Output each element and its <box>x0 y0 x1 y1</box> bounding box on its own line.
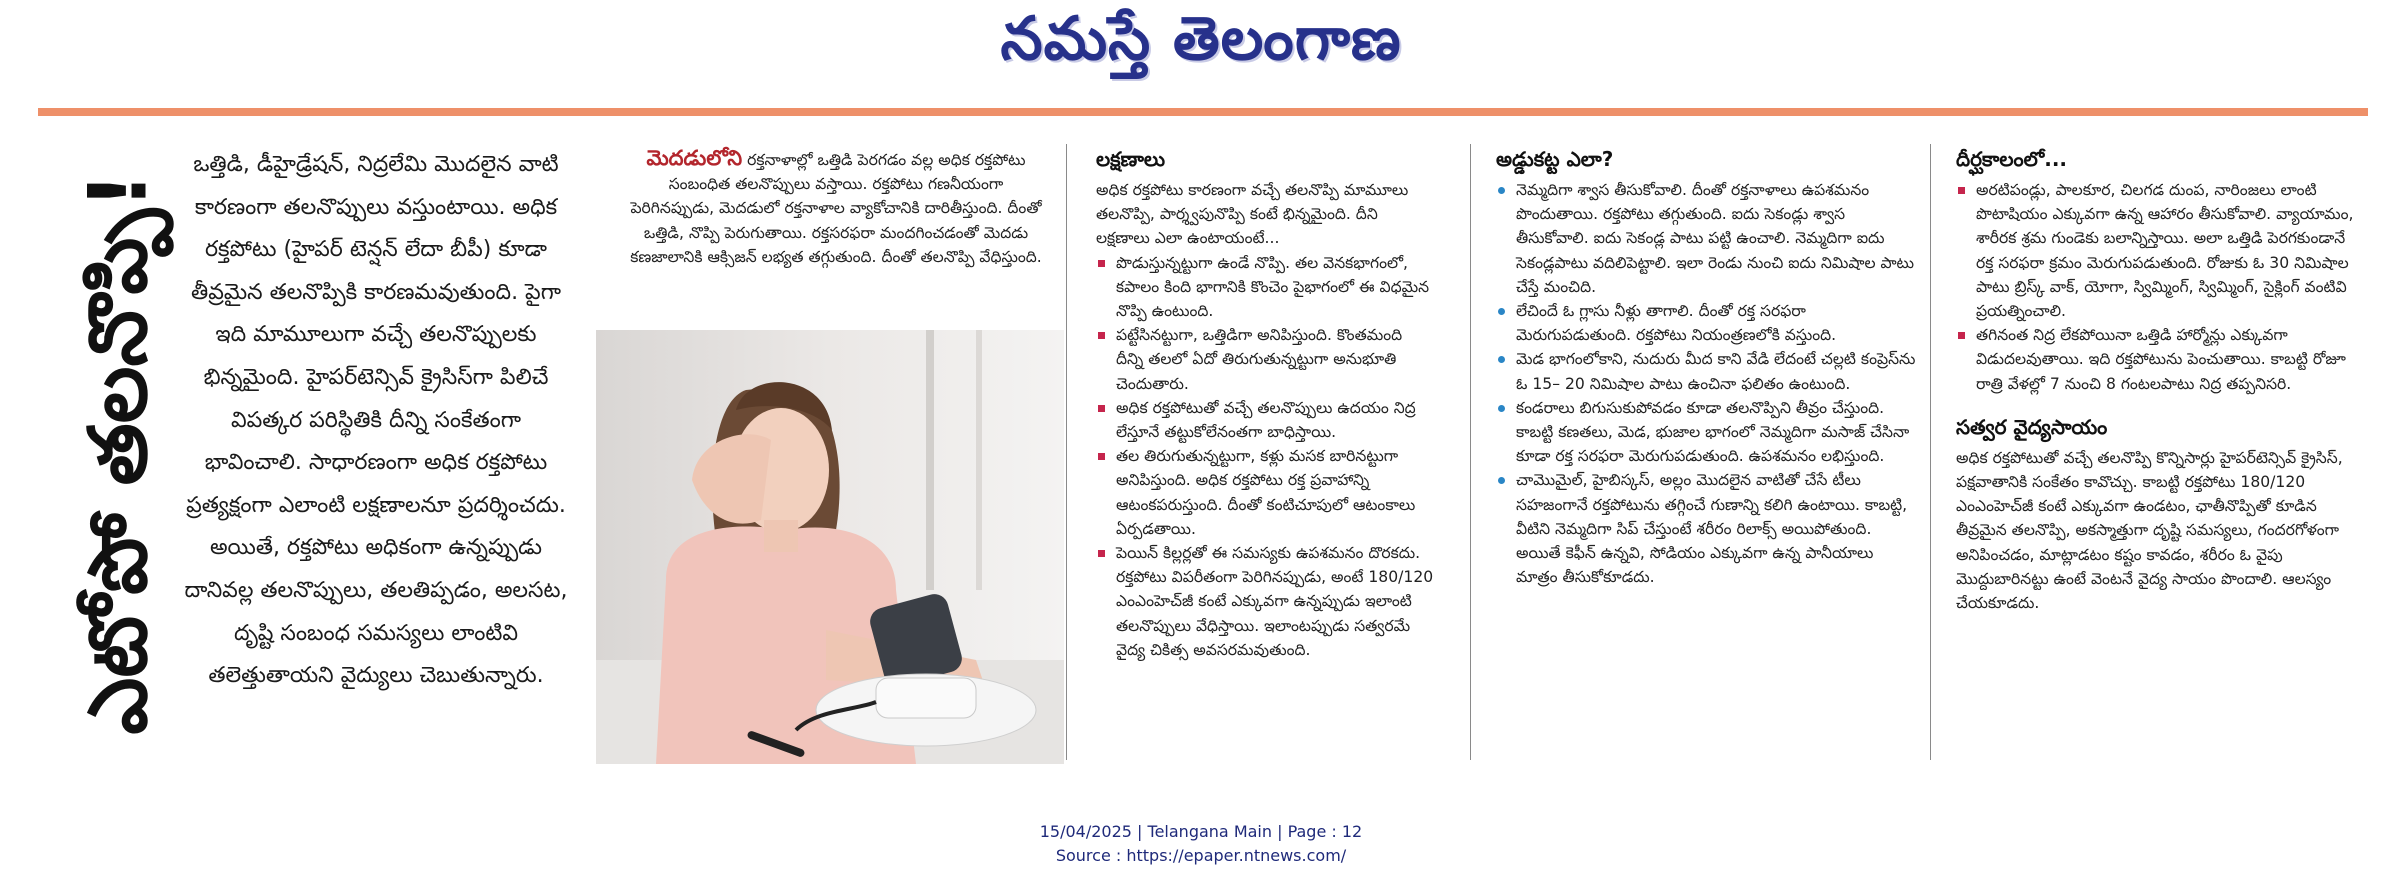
prevention-column <box>1496 144 1916 589</box>
woman-headache-icon <box>596 330 1064 764</box>
urgent-care-text: అధిక రక్తపోటుతో వచ్చే తలనొప్పి కొన్నిసార్లు హైపర్‌టెన్సివ్ క్రైసిస్, పక్షవాతానికి సంకేతం కావొచ్చు. కాబట్టి రక్తపోటు 180/120 ఎంఎంహెచ్‌జీ కంటే ఎక్కువగా ఉండటం, ఛాతీనొప్పితో కూడిన తీవ్రమైన తలనొప్పి, అకస్మాత్తుగా దృష్టి సమస్యలు, గందరగోళంగా అనిపించడం, మాట్లాడటం కష్టం కావడం, శరీరం ఓ వైపు మొద్దుబారినట్టు ఉంటే వెంటనే వైద్య సాయం పొందాలి. ఆలస్యం చేయకూడదు. <box>1956 448 2343 613</box>
column-divider <box>1470 144 1471 760</box>
list-item: చామొమైల్, హైబిస్కస్, అల్లం మొదలైన వాటితో చేసే టీలు సహజంగానే రక్తపోటును తగ్గించే గుణాన్ని కలిగి ఉంటాయి. కాబట్టి, వీటిని నెమ్మదిగా సిప్ చేస్తుంటే శరీరం రిలాక్స్ అయిపోతుంది. అయితే కెఫీన్ ఉన్నవి, సోడియం ఎక్కువగా ఉన్న పానీయాలు మాత్రం తీసుకోకూడదు. <box>1496 468 1916 589</box>
list-item: మెడ భాగంలోకాని, నుదురు మీద కాని వేడి లేదంటే చల్లటి కంప్రెస్‌ను ఓ 15– 20 నిమిషాల పాటు ఉంచినా ఫలితం ఉంటుంది. <box>1496 347 1916 395</box>
symptoms-column <box>1096 144 1434 662</box>
prevention-heading: అడ్డుకట్ట ఎలా? <box>1496 147 1614 171</box>
urgent-care-heading: సత్వర వైద్యసాయం <box>1956 414 2108 439</box>
symptoms-intro: అధిక రక్తపోటు కారణంగా వచ్చే తలనొప్పి మామూలు తలనొప్పి, పార్శ్వపునొప్పి కంటే భిన్నమైంది. దీని లక్షణాలు ఎలా ఉంటాయంటే... <box>1096 181 1409 248</box>
longterm-heading: దీర్ఘకాలంలో... <box>1956 147 2068 171</box>
lead-paragraph <box>630 146 1042 269</box>
list-item: పట్టేసినట్టుగా, ఒత్తిడిగా అనిపిస్తుంది. కొంతమంది దీన్ని తలలో ఏదో తిరుగుతున్నట్టుగా అనుభూతి చెందుతారు. <box>1096 323 1434 396</box>
side-title-wrap <box>71 138 178 768</box>
list-item: తల తిరుగుతున్నట్టుగా, కళ్లు మసక బారినట్టుగా అనిపిస్తుంది. అధిక రక్తపోటు రక్త ప్రవాహాన్ని ఆటంకపరుస్తుంది. దీంతో కంటిచూపులో ఆటంకాలు ఏర్పడతాయి. <box>1096 444 1434 541</box>
longterm-list <box>1956 178 2356 396</box>
list-item: తగినంత నిద్ర లేకపోయినా ఒత్తిడి హార్మోన్లు ఎక్కువగా విడుదలవుతాయి. ఇది రక్తపోటును పెంచుతాయి. కాబట్టి రోజూ రాత్రి వేళల్లో 7 నుంచి 8 గంటలపాటు నిద్ర తప్పనిసరి. <box>1956 323 2356 396</box>
list-item: పెయిన్ కిల్లర్లతో ఈ సమస్యకు ఉపశమనం దొరకదు. రక్తపోటు విపరీతంగా పెరిగినప్పుడు, అంటే 180/120 ఎంఎంహెచ్‌జీ కంటే ఎక్కువగా ఉన్నప్పుడు ఇలాంటి తలనొప్పులు వేధిస్తాయి. ఇలాంటప్పుడు సత్వరమే వైద్య చికిత్స అవసరమవుతుంది. <box>1096 541 1434 662</box>
lead-word: మెదడులోని <box>646 145 743 170</box>
symptoms-heading: లక్షణాలు <box>1096 147 1166 171</box>
symptoms-list <box>1096 251 1434 662</box>
column-divider <box>1066 144 1067 760</box>
list-item: కండరాలు బిగుసుకుపోవడం కూడా తలనొప్పిని తీవ్రం చేస్తుంది. కాబట్టి కణతలు, మెడ, భుజాల భాగంలో నెమ్మదిగా మసాజ్ చేసినా కూడా రక్త సరఫరా మెరుగుపడుతుంది. ఉపశమనం లభిస్తుంది. <box>1496 396 1916 469</box>
masthead-logo: నమస్తే తెలంగాణ <box>1000 4 1402 74</box>
side-title: ఎటోపో తలనొప్పి! <box>71 171 165 735</box>
footer-source-line: Source : https://epaper.ntnews.com/ <box>1055 846 1347 865</box>
footer-date-line: 15/04/2025 | Telangana Main | Page : 12 <box>1039 822 1363 841</box>
longterm-column <box>1956 144 2356 615</box>
column-divider <box>1930 144 1931 760</box>
list-item: లేచిందే ఓ గ్లాసు నీళ్లు తాగాలి. దీంతో రక్త సరఫరా మెరుగుపడుతుంది. రక్తపోటు నియంత్రణలోకి వస్తుంది. <box>1496 299 1916 347</box>
intro-text: ఒత్తిడి, డీహైడ్రేషన్, నిద్రలేమి మొదలైన వాటి కారణంగా తలనొప్పులు వస్తుంటాయి. అధిక రక్తపోటు (హైపర్ టెన్షన్ లేదా బీపీ) కూడా తీవ్రమైన తలనొప్పికి కారణమవుతుంది. పైగా ఇది మామూలుగా వచ్చే తలనొప్పులకు భిన్నమైంది. హైపర్‌టెన్సివ్ క్రైసిస్‌గా పిలిచే విపత్కర పరిస్థితికి దీన్ని సంకేతంగా భావించాలి. సాధారణంగా అధిక రక్తపోటు ప్రత్యక్షంగా ఎలాంటి లక్షణాలనూ ప్రదర్శించదు. అయితే, రక్తపోటు అధికంగా ఉన్నప్పుడు దానివల్ల తలనొప్పులు, తలతిప్పడం, అలసట, దృష్టి సంబంధ సమస్యలు లాంటివి తలెత్తుతాయని వైద్యులు చెబుతున్నారు. <box>184 152 568 689</box>
lead-text: రక్తనాళాల్లో ఒత్తిడి పెరగడం వల్ల అధిక రక్తపోటు సంబంధిత తలనొప్పులు వస్తాయి. రక్తపోటు గణనీయంగా పెరిగినప్పుడు, మెదడులో రక్తనాళాల వ్యాకోచానికి దారితీస్తుంది. దీంతో ఒత్తిడి, నొప్పి పెరుగుతాయి. రక్తసరఫరా మందగించడంతో మెదడు కణజాలానికి ఆక్సిజన్ లభ్యత తగ్గుతుంది. దీంతో తలనొప్పి వేధిస్తుంది. <box>630 151 1042 266</box>
prevention-list <box>1496 178 1916 589</box>
list-item: నెమ్మదిగా శ్వాస తీసుకోవాలి. దీంతో రక్తనాళాలు ఉపశమనం పొందుతాయి. రక్తపోటు తగ్గుతుంది. ఐదు సెకండ్లు శ్వాస తీసుకోవాలి. ఐదు సెకండ్ల పాటు పట్టి ఉంచాలి. నెమ్మదిగా ఐదు సెకండ్లపాటు వదిలిపెట్టాలి. ఇలా రెండు నుంచి ఐదు నిమిషాల పాటు చేస్తే మంచిది. <box>1496 178 1916 299</box>
headache-photo <box>596 330 1064 764</box>
lead-column <box>630 146 1042 269</box>
list-item: అరటిపండ్లు, పాలకూర, చిలగడ దుంప, నారింజలు లాంటి పొటాషియం ఎక్కువగా ఉన్న ఆహారం తీసుకోవాలి. వ్యాయామం, శారీరక శ్రమ గుండెకు బలాన్నిస్తాయి. అలా ఒత్తిడి పెరగకుండానే రక్త సరఫరా క్రమం మెరుగుపడుతుంది. రోజుకు ఓ 30 నిమిషాల పాటు బ్రిస్క్ వాక్, యోగా, స్విమ్మింగ్, స్విమ్మింగ్, సైక్లింగ్ వంటివి ప్రయత్నించాలి. <box>1956 178 2356 323</box>
list-item: పొడుస్తున్నట్టుగా ఉండే నొప్పి. తల వెనకభాగంలో, కపాలం కింది భాగానికి కొంచెం పైభాగంలో ఈ విధమైన నొప్పి ఉంటుంది. <box>1096 251 1434 324</box>
list-item: అధిక రక్తపోటుతో వచ్చే తలనొప్పులు ఉదయం నిద్ర లేస్తూనే తట్టుకోలేనంతగా బాధిస్తాయి. <box>1096 396 1434 444</box>
header-rule <box>38 108 2368 116</box>
